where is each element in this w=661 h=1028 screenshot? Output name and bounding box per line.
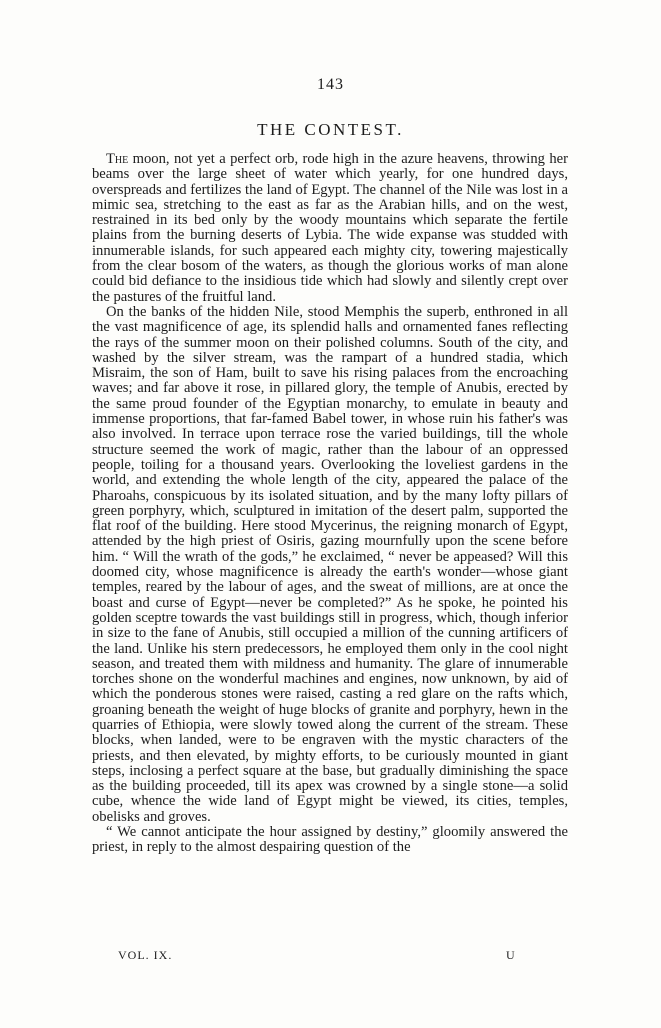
body-text <box>92 152 568 856</box>
chapter-title: THE CONTEST. <box>257 120 404 139</box>
paragraph-text: moon, not yet a perfect orb, rode high in the azure heavens, throwing her beams over the large sheet of water which yearly, for one hundred days, overspreads and fertilizes the land of Egypt. The channel of the Nile was lost in a mimic sea, stretching to the east as far as the Arabian hills, and on the west, restrained in its bed only by the woody mountains which separate the fertile plains from the burning deserts of Lybia. The wide expanse was studded with innumerable islands, for such appeared each mighty city, towering majestically from the clear bosom of the waters, as though the glorious works of man alone could bid defiance to the insidious tide which had slowly and silently crept over the pastures of the fruitful land. <box>92 151 568 305</box>
paragraph-1 <box>92 152 568 305</box>
volume-footer: VOL. IX. <box>118 948 173 962</box>
paragraph-3 <box>92 825 568 856</box>
paragraph-2 <box>92 305 568 825</box>
paragraph-text: “ We cannot anticipate the hour assigned by destiny,” gloomily answered the priest, in reply to the almost despairing question of the <box>92 824 568 856</box>
paragraph-text: On the banks of the hidden Nile, stood Memphis the superb, enthroned in all the vast magnificence of age, its splendid halls and ornamented fanes reflecting the rays of the summer moon on their polished columns. South of the city, and washed by the silver stream, was the rampart of a hundred stadia, which Misraim, the son of Ham, built to save his rising palaces from the encroaching waves; and far above it rose, in pillared glory, the temple of Anubis, erected by the same proud founder of the Egyptian monarchy, to emulate in beauty and immense proportions, that far-famed Babel tower, in whose ruin his father's was also involved. In terrace upon terrace rose the varied buildings, till the whole structure seemed the work of magic, rather than the labour of an oppressed people, toiling for a thousand years. Overlooking the loveliest gardens in the world, and extending the whole length of the city, appeared the palace of the Pharoahs, conspicuous by its isolated situation, and by the many lofty pillars of green porphyry, which, sculptured in imitation of the desert palm, supported the flat roof of the building. Here stood Mycerinus, the reigning monarch of Egypt, attended by the high priest of Osiris, gazing mournfully upon the scene before him. “ Will the wrath of the gods,” he exclaimed, “ never be appeased? Will this doomed city, whose magnificence is already the earth's wonder—whose giant temples, reared by the labour of ages, and the sweat of millions, are at once the boast and curse of Egypt—never be completed?” As he spoke, he pointed his golden sceptre towards the vast buildings still in progress, which, though inferior in size to the fane of Anubis, still occupied a million of the cunning artificers of the land. Unlike his stern predecessors, he employed them only in the cool night season, and treated them with mildness and humanity. The glare of innumerable torches shone on the wonderful machines and engines, now unknown, by aid of which the ponderous stones were raised, casting a red glare on the rafts which, groaning beneath the weight of huge blocks of granite and porphyry, hewn in the quarries of Ethiopia, were slowly towed along the current of the stream. These blocks, when landed, were to be engraven with the mystic characters of the priests, and then elevated, by mighty efforts, to be curiously mounted in giant steps, inclosing a perfect square at the base, but gradually diminishing the space as the building proceeded, till its apex was crowned by a single stone—a solid cube, whence the wide land of Egypt might be viewed, its cities, temples, obelisks and groves. <box>92 303 568 825</box>
paragraph-lead-word: The <box>106 151 129 167</box>
signature-mark: U <box>506 948 515 962</box>
page-number: 143 <box>317 76 344 93</box>
